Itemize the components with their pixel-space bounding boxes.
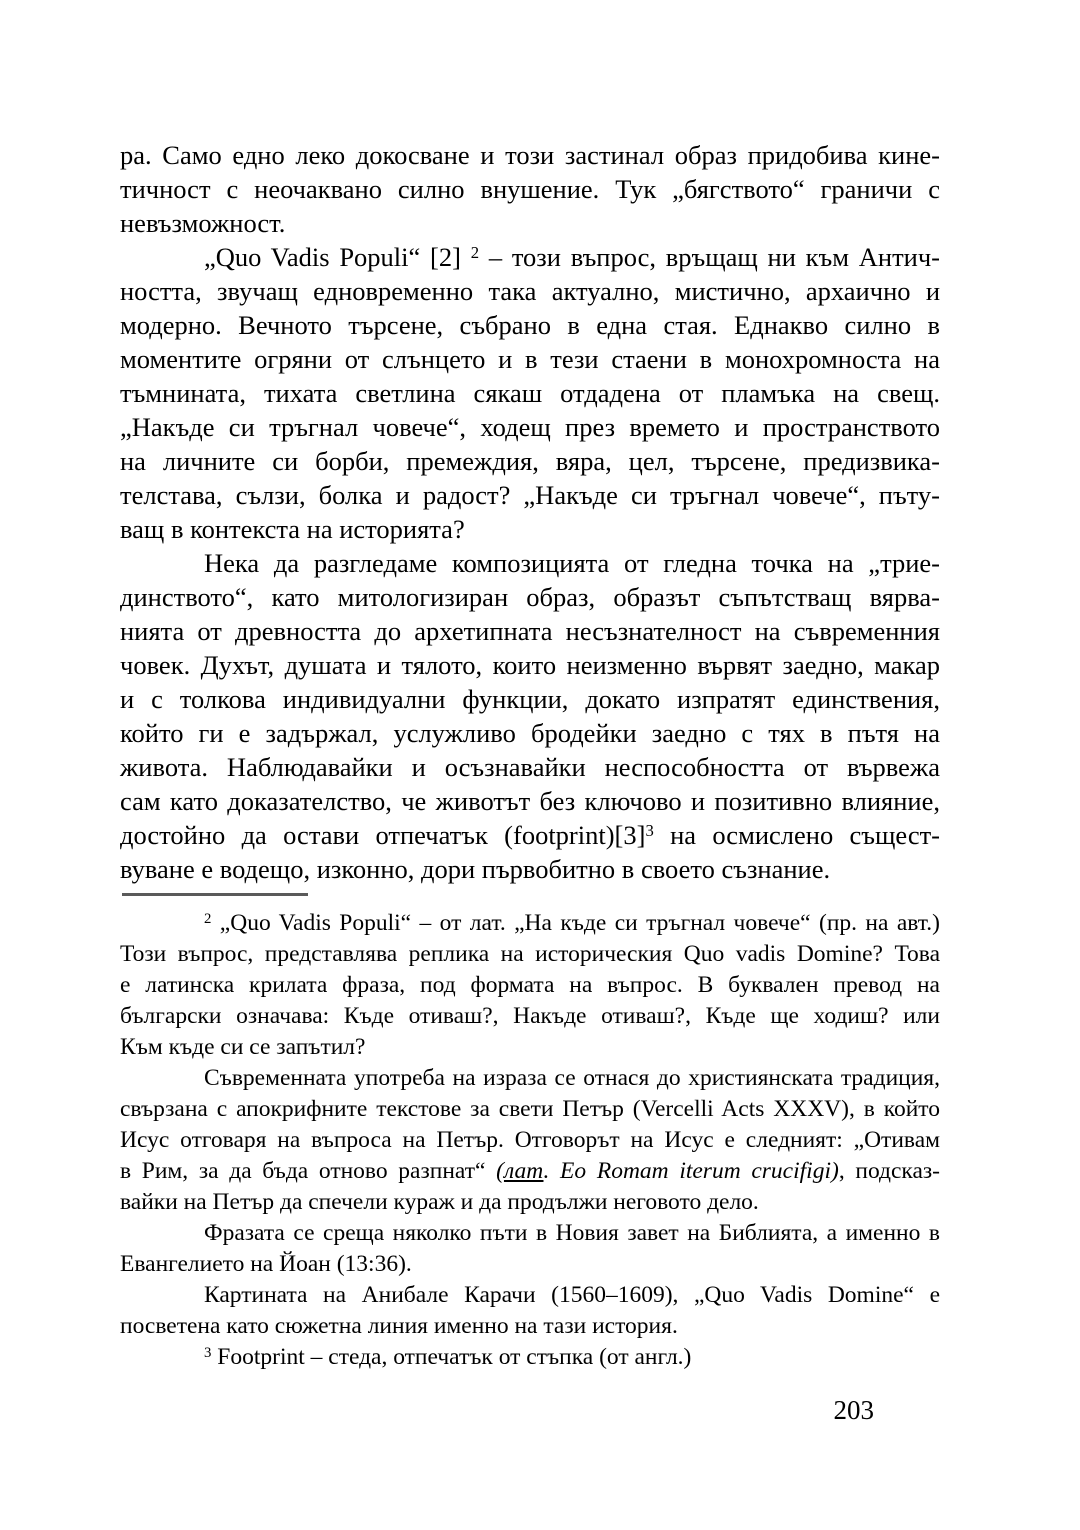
text-line: тъмнината, тихата светлина сякаш отдадена от пламъка на свещ. bbox=[120, 378, 940, 408]
text-line: „Накъде си тръгнал човече“, ходещ през времето и пространството bbox=[120, 412, 940, 442]
footnote-paragraph bbox=[120, 1063, 940, 1218]
text-segment: на осмислено същест- bbox=[653, 820, 940, 850]
footnote-separator bbox=[122, 893, 308, 896]
text-line: тичност с неочаквано силно внушение. Тук „бягството“ граничи с bbox=[120, 174, 940, 204]
text-line: живота. Наблюдавайки и осъзнавайки неспособността от вървежа bbox=[120, 752, 940, 782]
text-line: Евангелието на Йоан (13:36). bbox=[120, 1251, 412, 1277]
text-line: посветена като сюжетна линия именно на тази история. bbox=[120, 1313, 678, 1339]
text-segment: „Quo Vadis Populi“ [2] bbox=[204, 242, 471, 272]
text-line: Нека да разгледаме композицията от гледна точка на „трие- bbox=[204, 548, 940, 578]
text-segment: Footprint – стеда, отпечатък от стъпка (от англ.) bbox=[211, 1344, 692, 1370]
text-segment: „Quo Vadis Populi“ – от лат. „На къде си тръгнал човече“ (пр. на авт.) bbox=[211, 910, 940, 936]
text-line: който ги е задържал, услужливо бродейки заедно с тях в пътя на bbox=[120, 718, 940, 748]
latin-phrase: . Eo Romam iterum crucifigi) bbox=[543, 1158, 839, 1184]
text-segment: – този въпрос, връщащ ни към Антич- bbox=[479, 242, 940, 272]
text-line: невъзможност. bbox=[120, 208, 286, 238]
body-paragraph bbox=[120, 546, 940, 886]
text-line: свързана с апокрифните текстове за свети Петър (Vercelli Acts XXXV), в който bbox=[120, 1096, 940, 1122]
text-line: сам като доказателство, че животът без ключово и позитивно влияние, bbox=[120, 786, 940, 816]
body-paragraph bbox=[120, 240, 940, 546]
text-line: динството“, като митологизиран образ, образът съпътстващ вярва- bbox=[120, 582, 940, 612]
text-line: е латинска крилата фраза, под формата на въпрос. В буквален превод на bbox=[120, 972, 940, 998]
footnotes-section bbox=[120, 908, 940, 1373]
latin-phrase: лат bbox=[503, 1158, 544, 1184]
text-line: Картината на Анибале Карачи (1560–1609), „Quo Vadis Domine“ е bbox=[204, 1282, 940, 1308]
text-line: ра. Само едно леко докосване и този застинал образ придобива кине- bbox=[120, 140, 940, 170]
text-line bbox=[120, 818, 940, 852]
page-number: 203 bbox=[833, 1395, 874, 1425]
text-line bbox=[120, 908, 940, 939]
text-segment: достойно да остави отпечатък (footprint)[3] bbox=[120, 820, 646, 850]
text-line: Към къде си се запътил? bbox=[120, 1034, 366, 1060]
latin-phrase: ( bbox=[496, 1158, 504, 1184]
text-line: вайки на Петър да спечели кураж и да продължи неговото дело. bbox=[120, 1189, 759, 1215]
superscript-marker: 2 bbox=[470, 242, 480, 262]
text-line: човек. Духът, душата и тялото, които неизменно вървят заедно, макар bbox=[120, 650, 940, 680]
text-line: телстава, сълзи, болка и радост? „Накъде си тръгнал човече“, пъту- bbox=[120, 480, 940, 510]
superscript-marker: 3 bbox=[204, 1344, 212, 1361]
footnote-paragraph bbox=[120, 1218, 940, 1280]
text-segment: в Рим, за да бъда отново разпнат“ bbox=[120, 1158, 497, 1184]
footnote-paragraph bbox=[120, 1342, 940, 1373]
text-line: Исус отговаря на въпроса на Петър. Отговорът на Исус е следният: „Отивам bbox=[120, 1127, 940, 1153]
text-line: и с толкова индивидуални функции, докато изпратят единствения, bbox=[120, 684, 940, 714]
superscript-marker: 3 bbox=[645, 820, 654, 840]
body-text-section bbox=[120, 138, 940, 886]
text-line bbox=[120, 1156, 940, 1187]
text-line: на личните си борби, премеждия, вяра, цел, търсене, предизвика- bbox=[120, 446, 940, 476]
text-line bbox=[120, 240, 940, 274]
body-paragraph bbox=[120, 138, 940, 240]
text-line: Фразата се среща няколко пъти в Новия завет на Библията, а именно в bbox=[204, 1220, 940, 1246]
footnote-paragraph bbox=[120, 908, 940, 1063]
text-line: български означава: Къде отиваш?, Накъде отиваш?, Къде ще ходиш? или bbox=[120, 1003, 940, 1029]
superscript-marker: 2 bbox=[204, 910, 212, 927]
text-line: Този въпрос, представлява реплика на историческия Quo vadis Domine? Това bbox=[120, 941, 940, 967]
text-line: модерно. Вечното търсене, събрано в една стая. Еднакво силно в bbox=[120, 310, 940, 340]
text-line bbox=[120, 1342, 940, 1373]
footnote-paragraph bbox=[120, 1280, 940, 1342]
text-line: нията от древността до архетипната несъзнателност на съвременния bbox=[120, 616, 940, 646]
text-line: вуване е водещо, изконно, дори първобитно в своето съзнание. bbox=[120, 854, 831, 884]
text-line: ващ в контекста на историята? bbox=[120, 514, 465, 544]
text-line: ността, звучащ едновременно така актуално, мистично, архаично и bbox=[120, 276, 940, 306]
text-line: Съвременната употреба на израза се отнася до християнската традиция, bbox=[204, 1065, 940, 1091]
text-segment: , подсказ- bbox=[838, 1158, 941, 1184]
text-line: моментите огряни от слънцето и в тези стаени в монохромноста на bbox=[120, 344, 940, 374]
